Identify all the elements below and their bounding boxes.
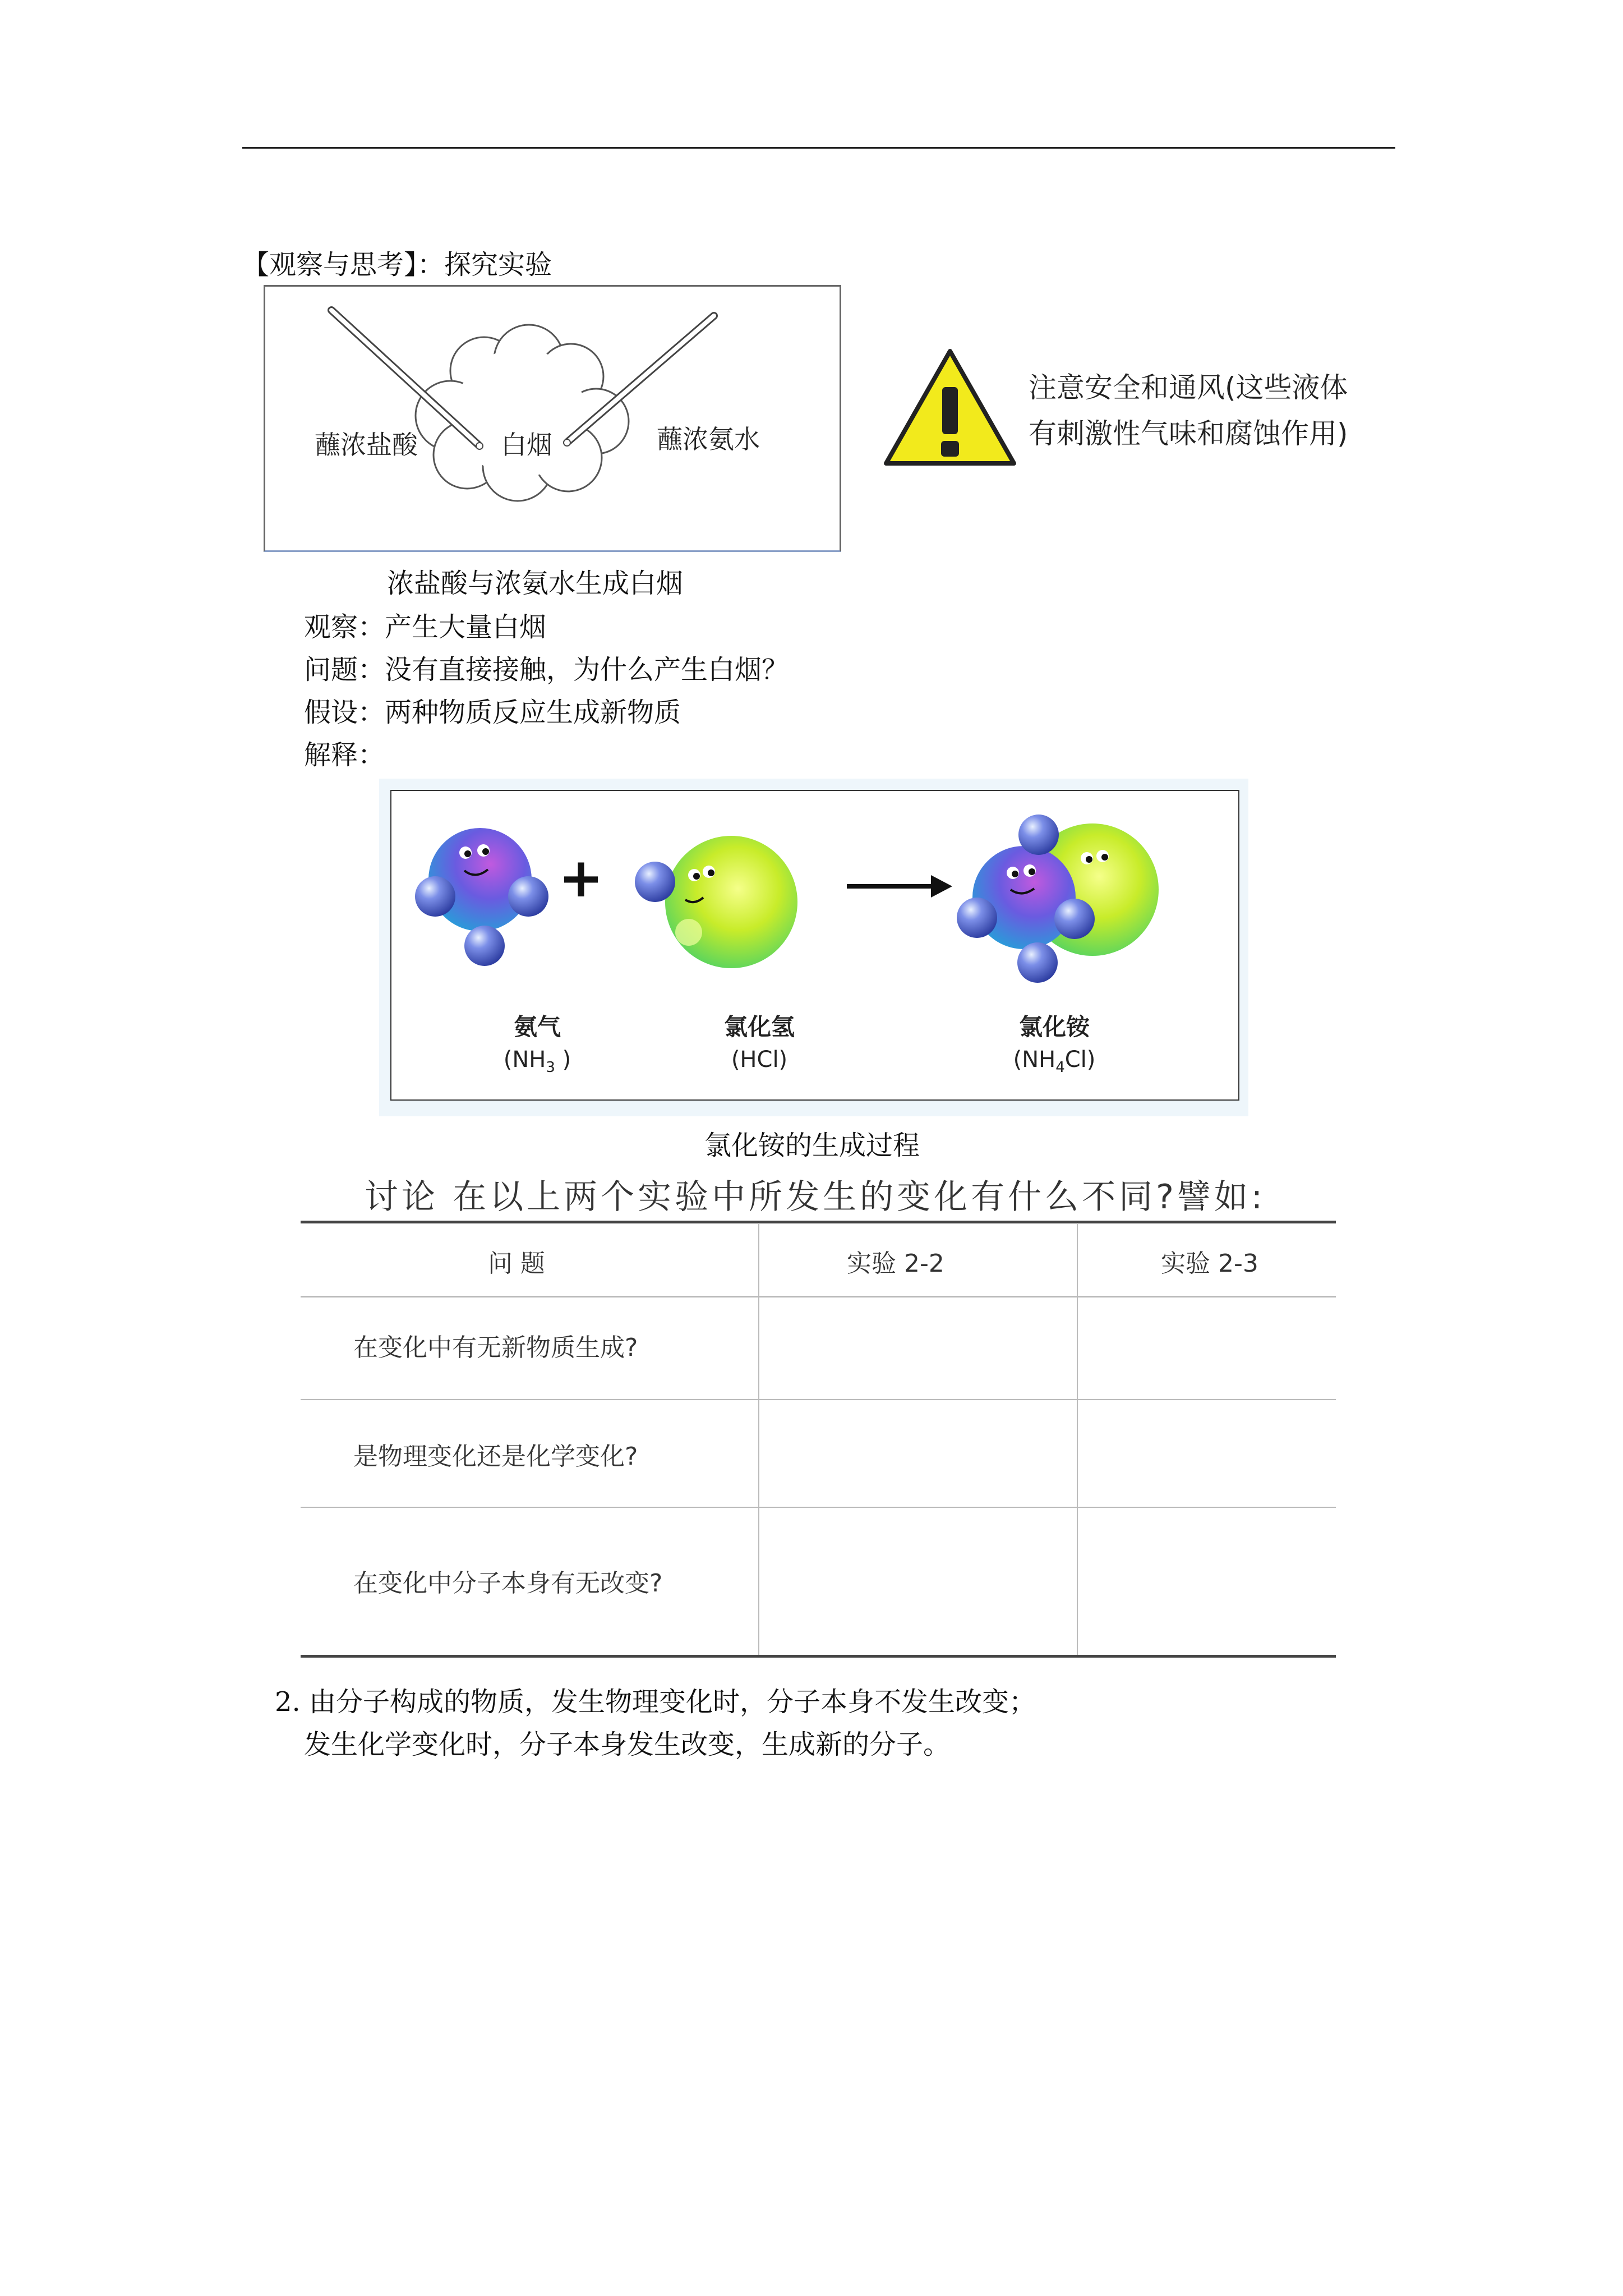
table-header-divider [301,1296,1336,1297]
ammonium-chloride-formula [970,1047,1138,1076]
table-row-change-type: 是物理变化还是化学变化? [353,1442,638,1471]
plus-sign: + [558,846,604,909]
ammonium-chloride-formula-prefix: (NH [1013,1047,1056,1073]
table-top-rule [301,1221,1336,1223]
warning-line-1: 注意安全和通风(这些液体 [1029,371,1348,404]
hydrogen-chloride-formula: (HCl) [731,1047,788,1073]
ammonia-molecule [415,828,548,966]
warning-line-2: 有刺激性气味和腐蚀作用) [1029,417,1348,450]
experiment-caption: 浓盐酸与浓氨水生成白烟 [387,568,684,599]
ammonia-formula-suffix: ) [555,1047,571,1073]
reaction-figure [390,790,1239,1101]
table-header-question: 问 题 [488,1249,545,1278]
experiment-illustration [265,287,840,550]
observation-line: 观察：产生大量白烟 [304,611,547,643]
question-line: 问题：没有直接接触，为什么产生白烟？ [304,654,789,685]
section-heading: 【观察与思考】：探究实验 [242,249,552,280]
ammonium-chloride-formula-subscript: 4 [1055,1059,1065,1076]
warning-text [1029,365,1348,457]
table-bottom-rule [301,1655,1336,1658]
hydrogen-chloride-name: 氯化氢 [723,1013,795,1041]
table-row-divider-1 [301,1399,1336,1400]
header-rule [242,147,1395,149]
table-header-exp-2-3: 实验 2-3 [1161,1249,1258,1278]
table-row-new-substance: 在变化中有无新物质生成? [353,1333,638,1362]
ammonium-chloride-molecule [957,815,1159,983]
experiment-figure [264,285,841,552]
table-col-divider-2 [1077,1223,1078,1655]
reaction-caption: 氯化铵的生成过程 [704,1130,920,1161]
conclusion-line-1: 2. 由分子构成的物质，发生物理变化时，分子本身不发生改变； [275,1686,1036,1718]
label-ammonia-water: 蘸浓氨水 [657,424,760,454]
ammonia-formula [453,1047,621,1076]
hydrogen-chloride-molecule [635,836,797,968]
label-white-smoke: 白烟 [501,430,552,460]
table-header-exp-2-2: 实验 2-2 [847,1249,944,1278]
warning-icon [883,348,1017,467]
table-col-divider-1 [758,1223,759,1655]
explanation-line: 解释： [304,739,385,771]
hypothesis-line: 假设：两种物质反应生成新物质 [304,697,681,728]
ammonia-formula-prefix: (NH [503,1047,546,1073]
ammonia-formula-subscript: 3 [546,1059,555,1076]
label-hydrochloric-acid: 蘸浓盐酸 [315,430,418,460]
table-row-molecule-change: 在变化中分子本身有无改变? [353,1569,663,1598]
conclusion-line-2: 发生化学变化时，分子本身发生改变，生成新的分子。 [304,1729,951,1760]
discussion-title: 讨论 在以上两个实验中所发生的变化有什么不同?譬如: [365,1177,1266,1217]
ammonium-chloride-formula-suffix: Cl) [1064,1047,1096,1073]
table-row-divider-2 [301,1507,1336,1508]
ammonia-name: 氨气 [513,1013,561,1041]
ammonium-chloride-name: 氯化铵 [1018,1013,1090,1041]
reaction-arrow [847,875,952,898]
